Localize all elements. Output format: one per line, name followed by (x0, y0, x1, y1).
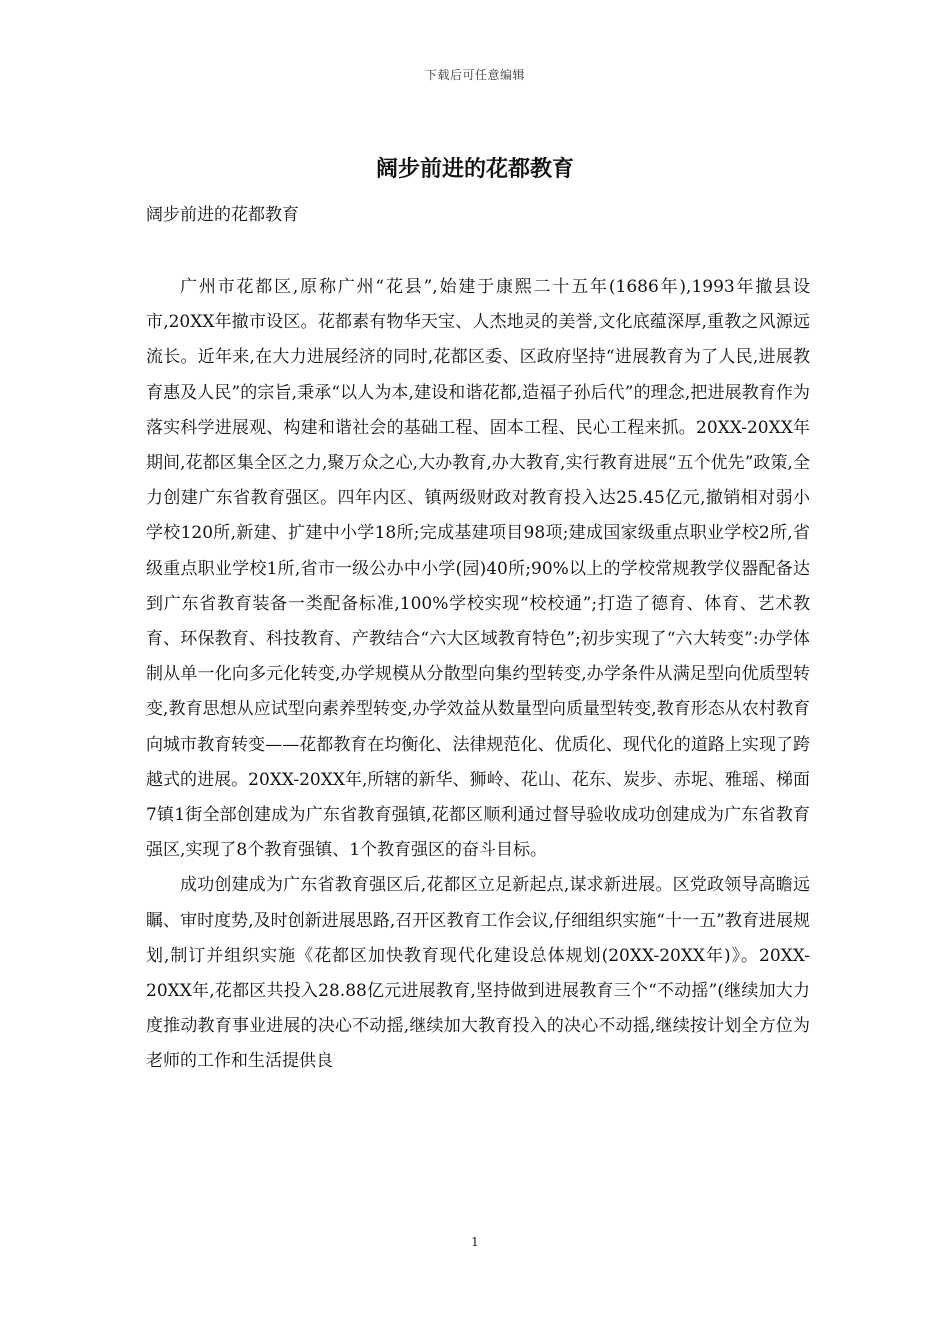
body-paragraph: 成功创建成为广东省教育强区后,花都区立足新起点,谋求新进展。区党政领导高瞻远瞩、审时度势,及时创新进展思路,召开区教育工作会议,仔细组织实施“十一五”教育进展规划,制订并组织实施《花都区加快教育现代化建设总体规划(20XX-20XX年)》。20XX-20XX年,花都区共投入28.88亿元进展教育,坚持做到进展教育三个“不动摇”(继续加大力度推动教育事业进展的决心不动摇,继续加大教育投入的决心不动摇,继续按计划全方位为老师的工作和生活提供良 (146, 875, 810, 1072)
body-paragraph: 广州市花都区,原称广州“花县”,始建于康熙二十五年(1686年),1993年撤县设市,20XX年撤市设区。花都素有物华天宝、人杰地灵的美誉,文化底蕴深厚,重教之风源远流长。近年来,在大力进展经济的同时,花都区委、区政府坚持“进展教育为了人民,进展教育惠及人民”的宗旨,秉承“以人为本,建设和谐花都,造福子孙后代”的理念,把进展教育作为落实科学进展观、构建和谐社会的基础工程、固本工程、民心工程来抓。20XX-20XX年期间,花都区集全区之力,聚万众之心,大办教育,办大教育,实行教育进展“五个优先”政策,全力创建广东省教育强区。四年内区、镇两级财政对教育投入达25.45亿元,撤销相对弱小学校120所,新建、扩建中小学18所;完成基建项目98项;建成国家级重点职业学校2所,省级重点职业学校1所,省市一级公办中小学(园)40所;90%以上的学校常规教学仪器配备达到广东省教育装备一类配备标准,100%学校实现“校校通”;打造了德育、体育、艺术教育、环保教育、科技教育、产教结合“六大区域教育特色”;初步实现了“六大转变”:办学体制从单一化向多元化转变,办学规模从分散型向集约型转变,办学条件从满足型向优质型转变,教育思想从应试型向素养型转变,办学效益从数量型向质量型转变,教育形态从农村教育向城市教育转变——花都教育在均衡化、法律规范化、优质化、现代化的道路上实现了跨越式的进展。20XX-20XX年,所辖的新华、狮岭、花山、花东、炭步、赤坭、雅瑶、梯面7镇1街全部创建成为广东省教育强镇,花都区顺利通过督导验收成功创建成为广东省教育强区,实现了8个教育强镇、1个教育强区的奋斗目标。 (146, 277, 810, 861)
page-number: 1 (471, 1235, 479, 1249)
document-title: 阔步前进的花都教育 (375, 156, 574, 182)
header-note: 下载后可任意编辑 (424, 68, 525, 82)
document-subtitle: 阔步前进的花都教育 (146, 205, 299, 225)
document-body (146, 270, 810, 1080)
